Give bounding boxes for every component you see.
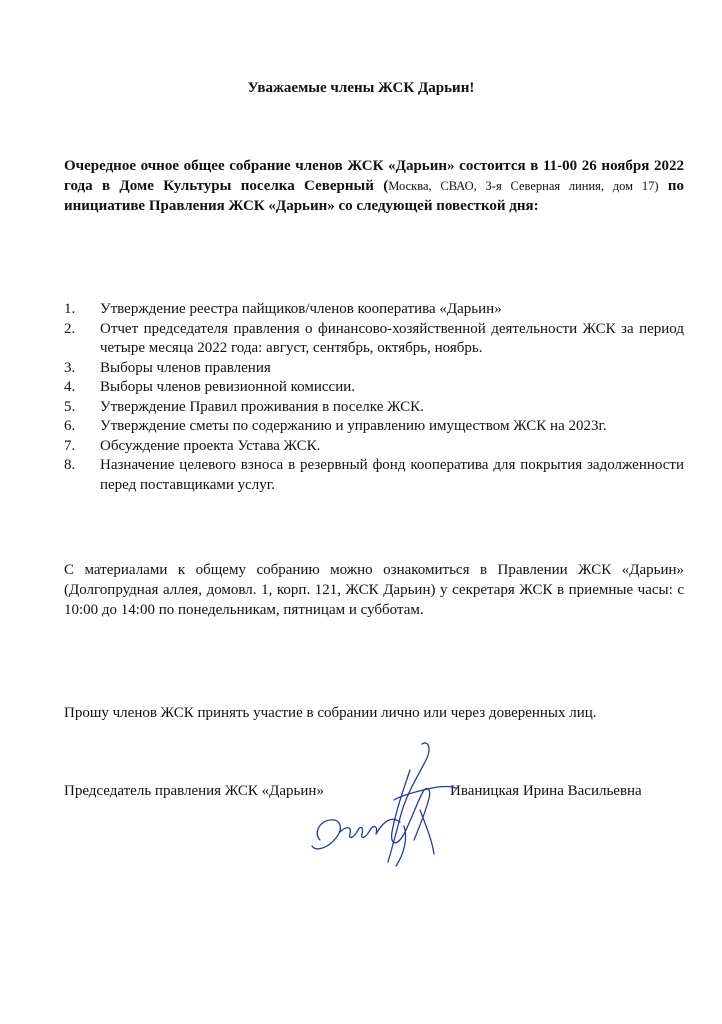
agenda-item-number: 5.: [64, 398, 76, 415]
agenda-item-number: 3.: [64, 359, 76, 376]
agenda-item-number: 6.: [64, 418, 76, 434]
agenda-item-number: 7.: [64, 437, 76, 454]
agenda-item: [64, 300, 684, 320]
agenda-item: [64, 417, 684, 437]
agenda-item-number: 4.: [64, 379, 76, 395]
meeting-announcement: [64, 156, 684, 216]
agenda-item: [64, 320, 684, 359]
agenda-item: [64, 437, 684, 457]
agenda-item-text: Выборы членов ревизионной комиссии.: [100, 379, 356, 395]
meeting-address: Москва, СВАО, 3-я Северная линия, дом 17): [388, 179, 659, 193]
signatory-position: Председатель правления ЖСК «Дарьин»: [64, 783, 324, 799]
agenda-item-number: 2.: [64, 320, 76, 337]
agenda-item-text: Назначение целевого взноса в резервный фонд кооператива для покрытия задолженности перед поставщиками услуг.: [100, 457, 684, 493]
agenda-item-text: Утверждение сметы по содержанию и управлению имуществом ЖСК на 2023г.: [100, 418, 607, 434]
participation-request: Прошу членов ЖСК принять участие в собрании лично или через доверенных лиц.: [64, 705, 597, 721]
signatory-name: Иваницкая Ирина Васильевна: [450, 783, 642, 799]
agenda-item-text: Утверждение реестра пайщиков/членов кооператива «Дарьин»: [100, 301, 502, 317]
address-paren-open: (: [373, 178, 389, 194]
materials-paragraph: С материалами к общему собранию можно ознакомиться в Правлении ЖСК «Дарьин» (Долгопрудная аллея, домовл. 1, корп. 121, ЖСК Дарьин) у секретаря ЖСК в приемные часы: с 10:00 до 14:00 по понедельникам, пятницам и субботам.: [64, 562, 684, 618]
agenda-item-text: Выборы членов правления: [100, 359, 271, 376]
agenda-item-number: 1.: [64, 301, 76, 317]
agenda-item: [64, 456, 684, 495]
agenda-item: [64, 378, 684, 398]
announcement-bold-part2: по инициативе Правления ЖСК «Дарьин» со следующей повесткой дня:: [64, 178, 684, 214]
agenda-item-text: Обсуждение проекта Устава ЖСК.: [100, 437, 321, 454]
agenda-item-text: Утверждение Правил проживания в поселке ЖСК.: [100, 398, 424, 415]
agenda-item: [64, 398, 684, 418]
agenda-item: [64, 359, 684, 379]
handwritten-signature: [300, 730, 470, 880]
announcement-bold-part1: Очередное очное общее собрание членов ЖСК «Дарьин» состоится в 11-00 26 ноября 2022 года в Доме Культуры поселка Северный: [64, 158, 684, 194]
agenda-item-text: Отчет председателя правления о финансово-хозяйственной деятельности ЖСК за период четыре месяца 2022 года: август, сентябрь, октябрь, ноябрь.: [100, 320, 684, 356]
agenda-list: [64, 300, 684, 495]
agenda-item-number: 8.: [64, 457, 76, 473]
letter-heading: Уважаемые члены ЖСК Дарьин!: [247, 80, 475, 96]
